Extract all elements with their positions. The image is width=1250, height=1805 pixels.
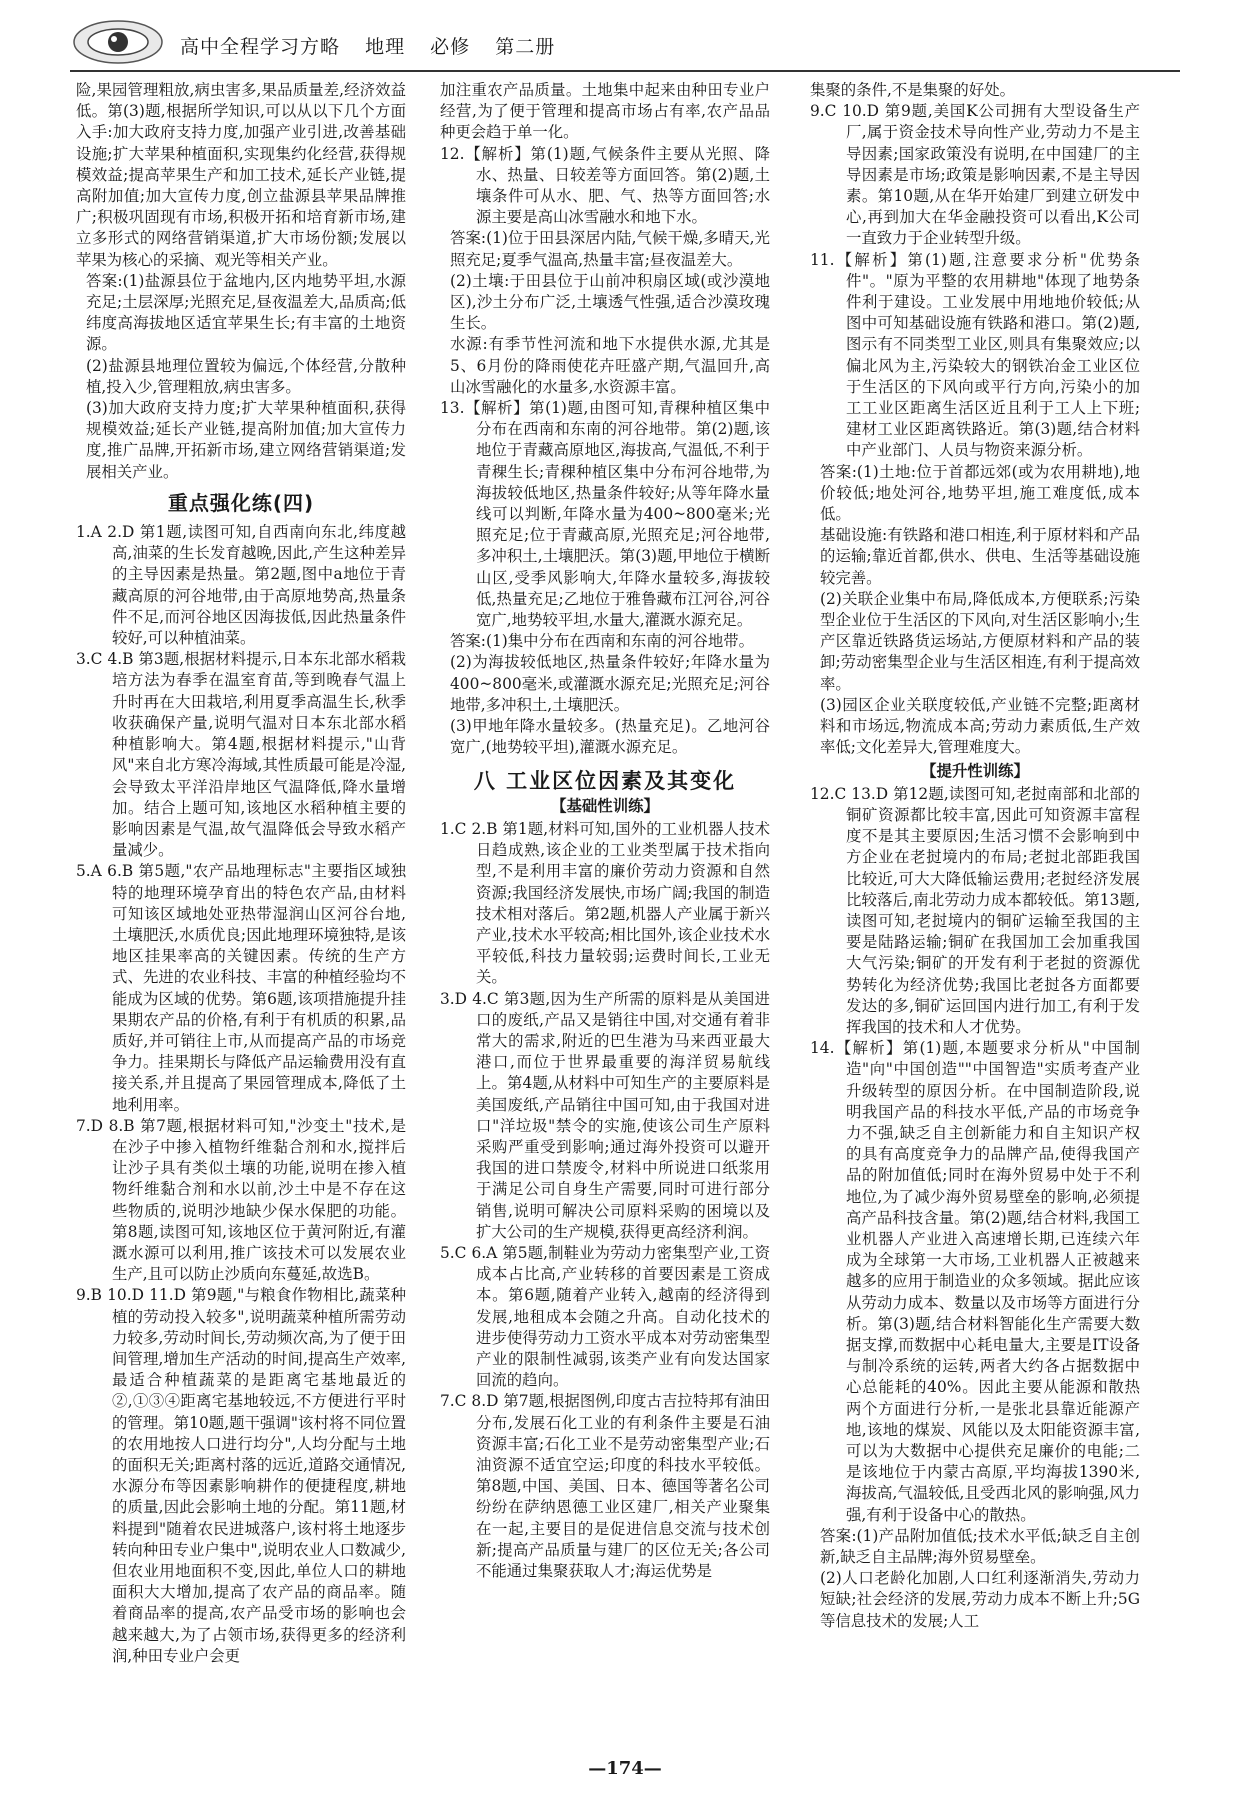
- question-item: 7.C 8.D 第7题,根据图例,印度古吉拉特邦有油田分布,发展石化工业的有利条件主要是石油资源丰富;石化工业不是劳动密集型产业;石油资源不适宜空运;印度的科技水平较低。第8题,中国、美国、日本、德国等著名公司纷纷在萨纳恩德工业区建厂,相关产业聚集在一起,主要目的是促进信息交流与技术创新;提高产品质量与建厂的区位无关;各公司不能通过集聚获取人才;海运优势是: [440, 1392, 770, 1581]
- subject-name: 地理: [365, 36, 406, 58]
- answer-text: 基础设施:有铁路和港口相连,利于原材料和产品的运输;靠近首都,供水、供电、生活等基础设施较完善。: [820, 526, 1140, 587]
- answer-text: 水源:有季节性河流和地下水提供水源,尤其是5、6月份的降雨使花卉旺盛产期,气温回升,高山冰雪融化的水量多,水资源丰富。: [450, 335, 770, 396]
- paragraph: 集聚的条件,不是集聚的好处。: [810, 81, 1015, 99]
- page-number: —174—: [588, 1758, 662, 1779]
- answer-text: 答案:(1)位于田县深居内陆,气候干燥,多晴天,光照充足;夏季气温高,热量丰富;昼夜温差大。: [450, 229, 770, 269]
- chapter-title: 八 工业区位因素及其变化: [473, 768, 737, 793]
- question-item: 12.【解析】第(1)题,气候条件主要从光照、降水、热量、日较差等方面回答。第(2)题,土壤条件可从水、肥、气、热等方面回答;水源主要是高山冰雪融水和地下水。: [440, 144, 770, 227]
- question-item: 5.A 6.B 第5题,"农产品地理标志"主要指区域独特的地理环境孕育出的特色农产品,由材料可知该区域地处亚热带湿润山区河谷台地,土壤肥沃,水质优良;因此地理环境独特,是该地区挂果率高的关键因素。传统的生产方式、先进的农业科技、丰富的种植经验均不能成为区域的优势。第6题,该项措施提升挂果期农产品的价格,有利于有机质的积累,品质好,并可销往上市,从而提高产品的市场竞争力。挂果期长与降低产品运输费用没有直接关系,并且提高了果园管理成本,降低了土地利用率。: [76, 862, 406, 1114]
- series-name: 高中全程学习方略: [180, 36, 341, 58]
- answer-text: (3)园区企业关联度较低,产业链不完整;距离材料和市场远,物流成本高;劳动力素质低,生产效率低;文化差异大,管理难度大。: [820, 695, 1140, 757]
- question-item: 3.D 4.C 第3题,因为生产所需的原料是从美国进口的废纸,产品又是销往中国,对交通有着非常大的需求,附近的巴生港为马来西亚最大港口,而位于世界最重要的海洋贸易航线上。第4题,从材料中可知生产的主要原料是美国废纸,产品销往中国可知,由于我国对进口"洋垃圾"禁令的实施,使该公司生产原料采购严重受到影响;通过海外投资可以避开我国的进口禁废令,材料中所说进口纸浆用于满足公司自身生产需要,同时可进行部分销售,说明可解决公司原料采购的困境以及扩大公司的生产规模,获得更高经济利润。: [440, 989, 770, 1241]
- question-item: 1.A 2.D 第1题,读图可知,自西南向东北,纬度越高,油菜的生长发育越晚,因此,产生这种差异的主导因素是热量。第2题,图中a地位于青藏高原的河谷地带,由于高原地势高,热量条件不足,而河谷地区因海拔低,因此热量条件较好,可以种植油菜。: [76, 523, 406, 648]
- question-item: 12.C 13.D 第12题,读图可知,老挝南部和北部的铜矿资源都比较丰富,因此可知资源丰富程度不是其主要原因;生活习惯不会影响到中方企业在老挝境内的布局;老挝北部距我国比较近,可大大降低输运费用;老挝经济发展比较落后,南北劳动力成本都较低。第13题,读图可知,老挝境内的铜矿运输至我国的主要是陆路运输;铜矿在我国加工会加重我国大气污染;铜矿的开发有利于老挝的资源优势转化为经济优势;我国比老挝各方面都要发达的多,铜矿运回国内进行加工,有利于发挥我国的技术和人才优势。: [810, 784, 1140, 1036]
- answer-text: (2)盐源县地理位置较为偏远,个体经营,分散种植,投入少,管理粗放,病虫害多。: [86, 356, 406, 396]
- subsection-title: 【基础性训练】: [551, 796, 659, 815]
- answer-text: 答案:(1)产品附加值低;技术水平低;缺乏自主创新,缺乏自主品牌;海外贸易壁垒。: [820, 1526, 1140, 1567]
- answer-text: 答案:(1)盐源县位于盆地内,区内地势平坦,水源充足;土层深厚;光照充足,昼夜温差大,品质高;低纬度高海拔地区适宜苹果生长;有丰富的土地资源。: [86, 271, 406, 354]
- question-item: 1.C 2.B 第1题,材料可知,国外的工业机器人技术日趋成熟,该企业的工业类型属于技术指向型,不是利用丰富的廉价劳动力资源和自然资源;我国经济发展快,市场广阔;我国的制造技术相对落后。第2题,机器人产业属于新兴产业,技术水平较高;相比国外,该企业技术水平较低,科技力量较弱;运费时间长,工业无关。: [440, 819, 770, 987]
- section-title: 重点强化练(四): [167, 490, 315, 515]
- book-title: [180, 32, 573, 59]
- answer-text: 答案:(1)土地:位于首都远郊(或为农用耕地),地价较低;地处河谷,地势平坦,施工难度低,成本低。: [820, 462, 1140, 524]
- answer-text: (3)甲地年降水量较多。(热量充足)。乙地河谷宽广,(地势较平坦),灌溉水源充足。: [450, 717, 770, 757]
- question-item: 14.【解析】第(1)题,本题要求分析从"中国制造"向"中国创造""中国智造"实质考查产业升级转型的原因分析。在中国制造阶段,说明我国产品的科技水平低,产品的市场竞争力不强,缺乏自主创新能力和自主知识产权的具有高度竞争力的品牌产品,使得我国产品的附加值低;同时在海外贸易中处于不利地位,为了减少海外贸易壁垒的影响,必须提高产品科技含量。第(2)题,结合材料,我国工业机器人产业进入高速增长期,已连续六年成为全球第一大市场,工业机器人正被越来越多的应用于制造业的众多领域。据此应该从劳动力成本、数量以及市场等方面进行分析。第(3)题,结合材料智能化生产需要大数据支撑,而数据中心耗电量大,主要是IT设备与制冷系统的运转,两者大约各占据数据中心总能耗的40%。因此主要从能源和散热两个方面进行分析,一是张北县靠近能源产地,该地的煤炭、风能以及太阳能资源丰富,可以为大数据中心提供充足廉价的电能;二是该地位于内蒙古高原,平均海拔1390米,海拔高,气温较低,且受西北风的影响强,风力强,有利于设备中心的散热。: [810, 1039, 1140, 1524]
- publisher-logo: [70, 18, 166, 66]
- question-item: 11.【解析】第(1)题,注意要求分析"优势条件"。"原为平整的农用耕地"体现了地势条件利于建设。工业发展中用地地价较低;从图中可知基础设施有铁路和港口。第(2)题,图示有不同类型工业区,则具有集聚效应;以偏北风为主,污染较大的钢铁冶金工业区位于生活区的下风向或平行方向,污染小的加工工业区距离生活区近且利于工人上下班;建材工业区距离铁路近。第(3)题,结合材料中产业部门、人员与物资来源分析。: [810, 250, 1140, 460]
- answer-text: (2)为海拔较低地区,热量条件较好;年降水量为400~800毫米,或灌溉水源充足;光照充足;河谷地带,多冲积土,土壤肥沃。: [450, 653, 770, 714]
- question-item: 5.C 6.A 第5题,制鞋业为劳动力密集型产业,工资成本占比高,产业转移的首要因素是工资成本。第6题,随着产业转入,越南的经济得到发展,地租成本会随之升高。自动化技术的进步使得劳动力工资水平成本对劳动密集型产业的限制性减弱,该类产业有向发达国家回流的趋向。: [440, 1243, 770, 1390]
- question-item: 9.B 10.D 11.D 第9题,"与粮食作物相比,蔬菜种植的劳动投入较多",说明蔬菜种植所需劳动力较多,劳动时间长,劳动频次高,为了便于田间管理,增加生产活动的时间,提高生产效率,最适合种植蔬菜的是距离宅基地最近的②,①③④距离宅基地较远,不方便进行平时的管理。第10题,题干强调"该村将不同位置的农用地按人口进行均分",人均分配与土地的面积无关;距离村落的远近,道路交通情况,水源分布等因素影响耕作的便捷程度,耕地的质量,因此会影响土地的分配。第11题,材料提到"随着农民进城落户,该村将土地逐步转向种田专业户集中",说明农业人口数减少,但农业用地面积不变,因此,单位人口的耕地面积大大增加,提高了农产品的商品率。随着商品率的提高,农产品受市场的影响也会越来越大,为了占领市场,获得更多的经济利润,种田专业户会更: [76, 1286, 406, 1665]
- answer-text: (2)人口老龄化加剧,人口红利逐渐消失,劳动力短缺;社会经济的发展,劳动力成本不断上升;5G等信息技术的发展;人工: [820, 1569, 1140, 1630]
- answer-text: 答案:(1)集中分布在西南和东南的河谷地带。: [450, 632, 755, 651]
- eye-logo-icon: [70, 18, 166, 66]
- paragraph: 险,果园管理粗放,病虫害多,果品质量差,经济效益低。第(3)题,根据所学知识,可以从以下几个方面入手:加大政府支持力度,加强产业引进,改善基础设施;扩大苹果种植面积,实现集约化经营,获得规模效益;提高苹果生产和加工技术,延长产业链,提高附加值;加大宣传力度,创立盐源县苹果品牌推广;积极巩固现有市场,积极开拓和培育新市场,建立多形式的网络营销渠道,扩大市场份额;发展以苹果为核心的采摘、观光等相关产业。: [76, 81, 406, 269]
- question-item: 13.【解析】第(1)题,由图可知,青稞种植区集中分布在西南和东南的河谷地带。第(2)题,该地位于青藏高原地区,海拔高,气温低,不利于青稞生长;青稞种植区集中分布河谷地带,为海拔较低地区,热量条件较好;从等年降水量线可以判断,年降水量为400~800毫米;光照充足;位于青藏高原,光照充足;河谷地带,多冲积土,土壤肥沃。第(3)题,甲地位于横断山区,受季风影响大,年降水量较多,海拔较低,热量充足;乙地位于雅鲁藏布江河谷,河谷宽广,地势较平坦,水量大,灌溉水源充足。: [440, 399, 770, 630]
- answer-text: (2)关联企业集中布局,降低成本,方便联系;污染型企业位于生活区的下风向,对生活区影响小;生产区靠近铁路货运场站,方便原材料和产品的装卸;劳动密集型企业与生活区相连,有利于提高效率。: [820, 589, 1140, 693]
- course-type: 必修: [430, 36, 471, 58]
- volume-name: 第二册: [495, 36, 556, 58]
- question-item: 9.C 10.D 第9题,美国K公司拥有大型设备生产厂,属于资金技术导向性产业,劳动力不是主导因素;国家政策没有说明,在中国建厂的主导因素是市场;政策是影响因素,不是主导因素。第10题,从在华开始建厂到建立研发中心,再到加大在华金融投资可以看出,K公司一直致力于企业转型升级。: [810, 102, 1140, 248]
- column-middle: [440, 80, 770, 1740]
- question-item: 7.D 8.B 第7题,根据材料可知,"沙变土"技术,是在沙子中掺入植物纤维黏合剂和水,搅拌后让沙子具有类似土壤的功能,说明在掺入植物纤维黏合剂和水以前,沙土中是不存在这些物质的,说明沙地缺少保水保肥的功能。第8题,读图可知,该地区位于黄河附近,有灌溉水源可以利用,推广该技术可以发展农业生产,且可以防止沙质向东蔓延,故选B。: [76, 1116, 406, 1284]
- question-item: 3.C 4.B 第3题,根据材料提示,日本东北部水稻栽培方法为春季在温室育苗,等到晚春气温上升时再在大田栽培,利用夏季高温生长,秋季收获确保产量,说明气温对日本东北部水稻种植影响大。第4题,根据材料提示,"山背风"来自北方寒冷海域,其性质最可能是冷湿,会导致太平洋沿岸地区气温降低,降水量增加。结合上题可知,该地区水稻种植主要的影响因素是气温,故气温降低会导致水稻产量减少。: [76, 650, 406, 860]
- page-header: [70, 18, 1180, 72]
- answer-text: (3)加大政府支持力度;扩大苹果种植面积,获得规模效益;延长产业链,提高附加值;加大宣传力度,推广品牌,开拓新市场,建立网络营销渠道;发展相关产业。: [86, 399, 406, 481]
- subsection-title: 【提升性训练】: [921, 761, 1029, 780]
- column-left: [76, 80, 406, 1740]
- column-right: [810, 80, 1140, 1740]
- answer-text: (2)土壤:于田县位于山前冲积扇区域(或沙漠地区),沙土分布广泛,土壤透气性强,适合沙漠玫瑰生长。: [450, 271, 770, 333]
- paragraph: 加注重农产品质量。土地集中起来由种田专业户经营,为了便于管理和提高市场占有率,农产品品种更会趋于单一化。: [440, 81, 770, 142]
